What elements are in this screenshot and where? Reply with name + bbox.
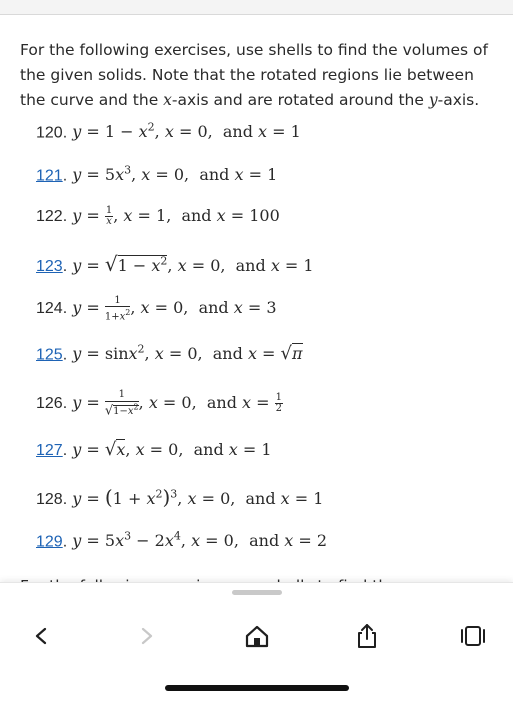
exercise-math: y = sinx$^2$, x = 0, and x = √π (72, 343, 303, 365)
exercise-link[interactable]: 123 (36, 258, 63, 275)
exercise-math: y = $\frac{1}{x}$ , x = 1, and x = 100 (72, 205, 280, 227)
intro-text-2: -axis and are rotated around the (171, 91, 429, 109)
exercise-125: 125. y = sinx$^2$, x = 0, and x = √π (36, 343, 303, 365)
exercise-math: y = √x, x = 0, and x = 1 (72, 439, 272, 460)
exercise-126 (36, 389, 283, 418)
chevron-right-icon[interactable] (132, 621, 162, 651)
exercise-121: 121. $y = 5x^3$, x = 0, and x = 1 (36, 164, 278, 185)
exercise-math: $y = 5x^3$, x = 0, and x = 1 (72, 164, 278, 185)
exercise-math: $y = 5x^3 - 2x^4$, x = 0, and x = 2 (72, 530, 328, 551)
exercise-128 (36, 485, 323, 509)
share-icon[interactable] (352, 621, 382, 651)
exercise-127: 127. y = √x, x = 0, and x = 1 (36, 439, 272, 460)
home-indicator (165, 685, 349, 691)
intro-text-3: -axis. (437, 91, 480, 109)
exercise-number: 126. (36, 395, 68, 413)
chevron-left-icon[interactable] (26, 621, 56, 651)
exercise-123: 123. $y = √1 - x^2$, x = 0, and x = 1 (36, 252, 314, 276)
top-bar (0, 0, 513, 15)
exercise-link[interactable]: 129 (36, 533, 63, 551)
exercise-129: 129. $y = 5x^3 - 2x^4$, x = 0, and x = 2 (36, 530, 328, 551)
exercise-number: 124. (36, 300, 68, 318)
bottom-toolbar (0, 582, 513, 701)
exercise-math: $y = 1 - x^2$, x = 0, and x = 1 (72, 121, 301, 142)
intro-x-axis: x (163, 91, 172, 109)
exercise-124 (36, 295, 277, 322)
exercise-link[interactable]: 121 (36, 167, 63, 185)
exercise-link[interactable]: 127 (36, 442, 63, 459)
exercise-number: 122. (36, 208, 68, 225)
exercise-number: 128. (36, 491, 68, 508)
exercise-math: $y = √1 - x^2$, x = 0, and x = 1 (72, 252, 314, 276)
exercise-link[interactable]: 125 (36, 346, 63, 364)
document-content (20, 38, 500, 117)
exercise-122 (36, 206, 280, 227)
exercise-120 (36, 121, 301, 142)
tabs-icon[interactable] (458, 621, 488, 651)
exercise-math: y = $\frac{1}{1+x^2}$ , x = 0, and x = 3 (72, 295, 277, 323)
exercise-number: 120. (36, 124, 68, 142)
intro-paragraph (20, 38, 500, 113)
intro-y-axis: y (428, 91, 438, 109)
intro-text-1: For the following exercises, use shells to find the volumes of the given solids. Note that the rotated regions lie between the curve and the (20, 41, 488, 109)
home-icon[interactable] (242, 621, 272, 651)
sheet-grabber[interactable] (232, 590, 282, 595)
exercise-math: $y = (1 + x^2)^3$, x = 0, and x = 1 (72, 485, 324, 509)
exercise-math: y = $\frac{1}{√1-x^2}$ , x = 0, and x = $\frac{1}{2}$ (72, 389, 283, 419)
